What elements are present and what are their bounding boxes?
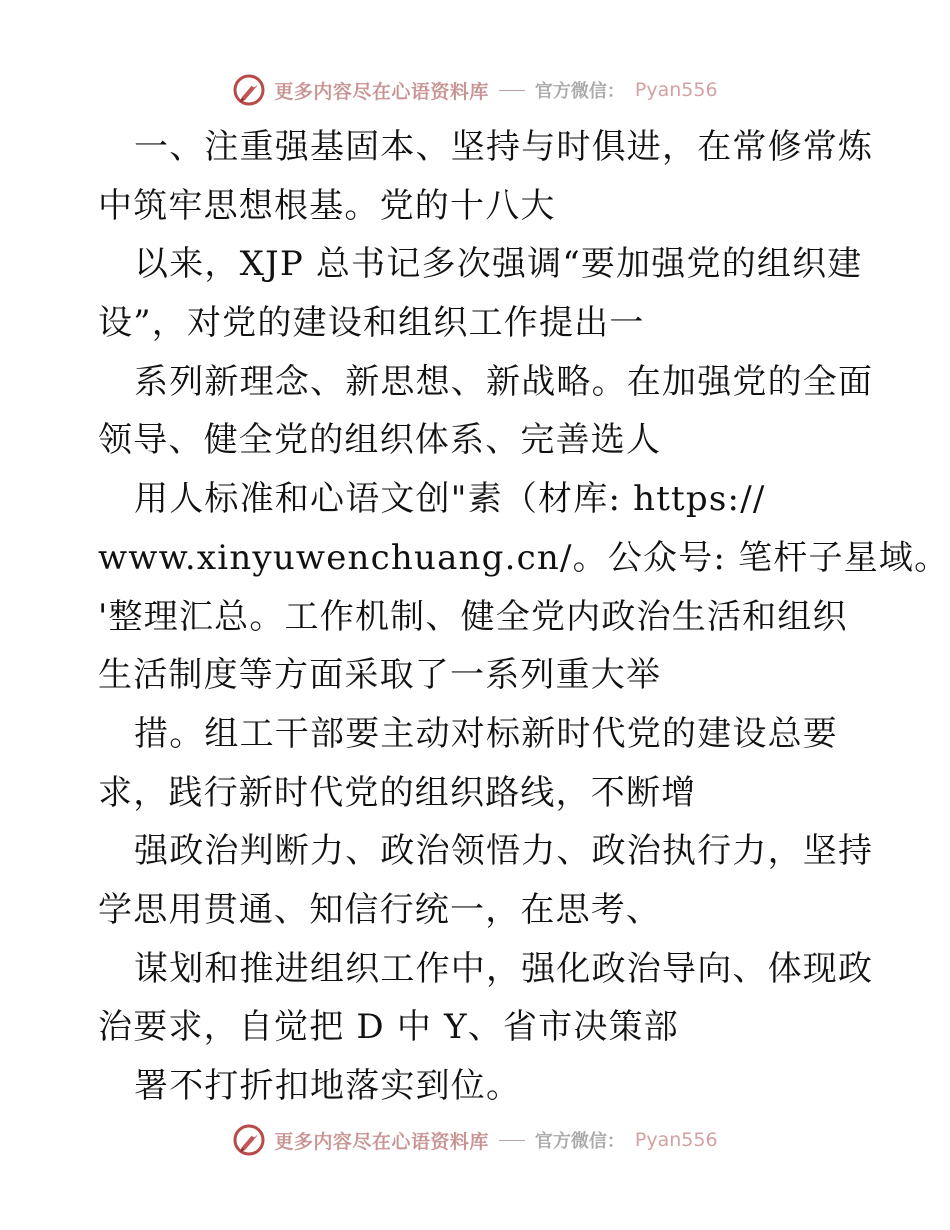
banner-text: 更多内容尽在心语资料库 xyxy=(274,1130,489,1153)
banner-text: 更多内容尽在心语资料库 xyxy=(274,80,489,103)
text-line: www.xinyuwenchuang.cn/。公众号: 笔杆子星域。 xyxy=(98,537,950,578)
banner-wechat-id: Pyan556 xyxy=(634,1129,718,1151)
pen-nib-logo-icon xyxy=(232,73,266,107)
text-line: 求，践行新时代党的组织路线，不断增 xyxy=(98,772,697,813)
text-line: 署不打折扣地落实到位。 xyxy=(134,1066,522,1106)
document-body xyxy=(98,118,950,1116)
text-line: 谋划和推进组织工作中，强化政治导向、体现政 xyxy=(134,948,874,989)
text-line: 设”，对党的建设和组织工作提出一 xyxy=(98,303,645,344)
text-line: '整理汇总。工作机制、健全党内政治生活和组织 xyxy=(98,596,848,637)
text-line: 领导、健全党的组织体系、完善选人 xyxy=(98,420,662,461)
banner-wechat-label: 官方微信： xyxy=(534,81,625,102)
banner-wechat-id: Pyan556 xyxy=(634,79,718,101)
text-line: 一、注重强基固本、坚持与时俱进，在常修常炼 xyxy=(134,127,874,167)
text-line: 学思用贯通、知信行统一，在思考、 xyxy=(98,889,662,930)
header-banner xyxy=(0,70,950,110)
footer-banner xyxy=(0,1120,950,1160)
pen-nib-logo-icon xyxy=(232,1123,266,1157)
text-line: 系列新理念、新思想、新战略。在加强党的全面 xyxy=(134,361,874,402)
text-line: 措。组工干部要主动对标新时代党的建设总要 xyxy=(134,713,838,754)
text-line: 中筑牢思想根基。党的十八大 xyxy=(98,185,556,226)
text-line: 用人标准和心语文创"素（材库: https:// xyxy=(134,479,766,520)
text-line: 强政治判断力、政治领悟力、政治执行力，坚持 xyxy=(134,831,874,872)
text-line: 以来，XJP 总书记多次强调“要加强党的组织建 xyxy=(134,244,863,285)
text-line: 治要求，自觉把 D 中 Y、省市决策部 xyxy=(98,1007,679,1048)
banner-wechat-label: 官方微信： xyxy=(534,1131,625,1152)
banner-divider xyxy=(499,1140,525,1141)
banner-divider xyxy=(499,90,525,91)
text-line: 生活制度等方面采取了一系列重大举 xyxy=(98,655,662,696)
